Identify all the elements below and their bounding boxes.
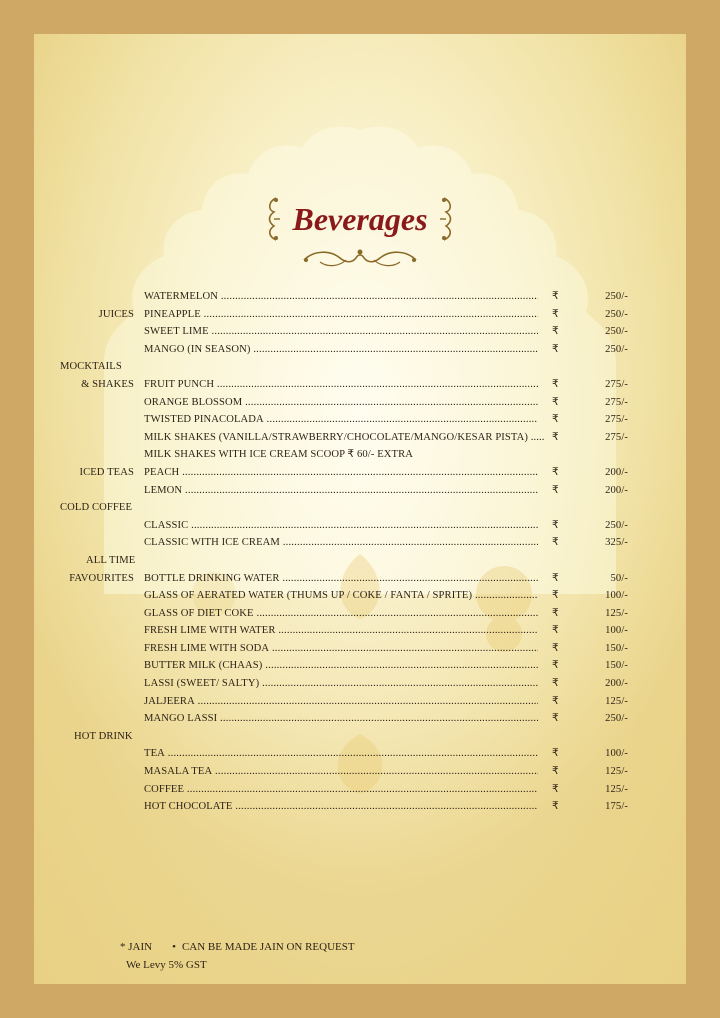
- item-name: CLASSIC .....: [144, 517, 538, 535]
- item-price: 275/-: [605, 431, 628, 443]
- rupee-icon: ₹: [552, 625, 559, 637]
- category-label: COLD COFFEE: [60, 502, 133, 514]
- category-label: HOT DRINK: [74, 730, 133, 742]
- menu-row: [34, 745, 686, 763]
- rupee-icon: ₹: [552, 590, 559, 602]
- menu-row: [34, 710, 686, 728]
- item-name: TWISTED PINACOLADA .....: [144, 411, 538, 429]
- rupee-icon: ₹: [552, 396, 559, 408]
- rupee-icon: ₹: [552, 431, 559, 443]
- item-price: 125/-: [605, 607, 628, 619]
- rupee-icon: ₹: [552, 713, 559, 725]
- item-price: 250/-: [605, 291, 628, 302]
- item-price: 250/-: [605, 519, 628, 531]
- beverage-menu-list: [34, 288, 686, 816]
- rupee-icon: ₹: [552, 414, 559, 426]
- item-price: 50/-: [610, 572, 628, 584]
- rupee-icon: ₹: [552, 695, 559, 707]
- rupee-icon: ₹: [552, 466, 559, 478]
- item-price: 175/-: [605, 801, 628, 813]
- item-name: PEACH .....: [144, 464, 538, 482]
- item-price: 100/-: [605, 748, 628, 760]
- item-price: 200/-: [605, 466, 628, 478]
- rupee-icon: ₹: [552, 678, 559, 690]
- menu-row: [34, 517, 686, 535]
- footer-notes: [120, 938, 355, 974]
- menu-row: [34, 675, 686, 693]
- item-name: TEA .....: [144, 745, 538, 763]
- item-price: 100/-: [605, 590, 628, 602]
- menu-row: [34, 605, 686, 623]
- menu-row: [34, 781, 686, 799]
- rupee-icon: ₹: [552, 291, 559, 302]
- item-name: MILK SHAKES WITH ICE CREAM SCOOP ₹ 60/- EXTRA: [144, 449, 414, 461]
- item-price: 250/-: [605, 713, 628, 725]
- item-price: 250/-: [605, 343, 628, 355]
- menu-row: [34, 534, 686, 552]
- menu-row: [34, 323, 686, 341]
- item-price: 125/-: [605, 783, 628, 795]
- menu-row: [34, 306, 686, 324]
- menu-row: [34, 394, 686, 412]
- item-price: 100/-: [605, 625, 628, 637]
- jain-note: CAN BE MADE JAIN ON REQUEST: [181, 941, 355, 953]
- category-label: ICED TEAS: [79, 466, 134, 478]
- category-label: FAVOURITES: [69, 572, 134, 584]
- item-price: 200/-: [605, 484, 628, 496]
- menu-row: [34, 728, 686, 746]
- item-name: ORANGE BLOSSOM .....: [144, 394, 538, 412]
- menu-row: [34, 429, 686, 447]
- rupee-icon: ₹: [552, 343, 559, 355]
- item-name: WATERMELON .....: [144, 288, 538, 306]
- item-name: MANGO LASSI .....: [144, 710, 538, 728]
- item-price: 325/-: [605, 537, 628, 549]
- rupee-icon: ₹: [552, 484, 559, 496]
- item-price: 200/-: [605, 678, 628, 690]
- rupee-icon: ₹: [552, 783, 559, 795]
- bullet-icon: •: [172, 941, 176, 953]
- item-name: FRESH LIME WITH SODA .....: [144, 640, 538, 658]
- item-name: MILK SHAKES (VANILLA/STRAWBERRY/CHOCOLATE/MANGO/KESAR PISTA) .....: [144, 431, 545, 443]
- item-price: 250/-: [605, 308, 628, 320]
- item-price: 275/-: [605, 414, 628, 426]
- item-price: 150/-: [605, 660, 628, 672]
- rupee-icon: ₹: [552, 801, 559, 813]
- rupee-icon: ₹: [552, 537, 559, 549]
- menu-row: [34, 657, 686, 675]
- gst-note: We Levy 5% GST: [126, 959, 207, 971]
- item-name: PINEAPPLE .....: [144, 306, 538, 324]
- menu-row: [34, 341, 686, 359]
- item-name: GLASS OF DIET COKE .....: [144, 605, 538, 623]
- menu-page: [34, 34, 686, 984]
- item-name: JALJEERA .....: [144, 693, 538, 711]
- menu-row: [34, 499, 686, 517]
- item-name: SWEET LIME .....: [144, 323, 538, 341]
- item-name: FRESH LIME WITH WATER .....: [144, 622, 538, 640]
- item-name: MASALA TEA .....: [144, 763, 538, 781]
- category-label: & SHAKES: [81, 378, 134, 390]
- item-name: BUTTER MILK (CHAAS) .....: [144, 657, 538, 675]
- menu-row: [34, 693, 686, 711]
- menu-row: [34, 482, 686, 500]
- menu-row: [34, 411, 686, 429]
- item-name: MANGO (IN SEASON) .....: [144, 341, 538, 359]
- jain-label: * JAIN: [120, 941, 153, 953]
- item-name: LEMON .....: [144, 482, 538, 500]
- menu-row: [34, 288, 686, 306]
- item-name: BOTTLE DRINKING WATER .....: [144, 570, 538, 588]
- rupee-icon: ₹: [552, 607, 559, 619]
- menu-row: [34, 358, 686, 376]
- item-price: 250/-: [605, 326, 628, 338]
- rupee-icon: ₹: [552, 748, 559, 760]
- rupee-icon: ₹: [552, 642, 559, 654]
- item-price: 125/-: [605, 695, 628, 707]
- left-scroll-ornament-icon: [264, 196, 282, 242]
- flourish-divider-icon: [300, 246, 420, 270]
- page-title: Beverages: [292, 200, 428, 237]
- rupee-icon: ₹: [552, 378, 559, 390]
- item-price: 150/-: [605, 642, 628, 654]
- menu-row: [34, 798, 686, 816]
- item-name: GLASS OF AERATED WATER (THUMS UP / COKE / FANTA / SPRITE) .....: [144, 587, 538, 605]
- item-price: 275/-: [605, 378, 628, 390]
- rupee-icon: ₹: [552, 308, 559, 320]
- rupee-icon: ₹: [552, 660, 559, 672]
- menu-row: [34, 446, 686, 464]
- item-price: 125/-: [605, 766, 628, 778]
- menu-row: [34, 552, 686, 570]
- menu-row: [34, 622, 686, 640]
- right-scroll-ornament-icon: [438, 196, 456, 242]
- menu-row: [34, 763, 686, 781]
- title-area: [34, 194, 686, 244]
- item-price: 275/-: [605, 396, 628, 408]
- menu-row: [34, 640, 686, 658]
- menu-row: [34, 570, 686, 588]
- rupee-icon: ₹: [552, 326, 559, 338]
- rupee-icon: ₹: [552, 766, 559, 778]
- item-name: CLASSIC WITH ICE CREAM .....: [144, 534, 538, 552]
- category-label: JUICES: [98, 308, 134, 320]
- category-label: ALL TIME: [86, 554, 136, 566]
- item-name: HOT CHOCOLATE .....: [144, 798, 538, 816]
- item-name: LASSI (SWEET/ SALTY) .....: [144, 675, 538, 693]
- menu-row: [34, 464, 686, 482]
- rupee-icon: ₹: [552, 519, 559, 531]
- menu-row: [34, 376, 686, 394]
- item-name: COFFEE .....: [144, 781, 538, 799]
- item-name: FRUIT PUNCH .....: [144, 376, 538, 394]
- category-label: MOCKTAILS: [60, 361, 122, 373]
- rupee-icon: ₹: [552, 572, 559, 584]
- menu-row: [34, 587, 686, 605]
